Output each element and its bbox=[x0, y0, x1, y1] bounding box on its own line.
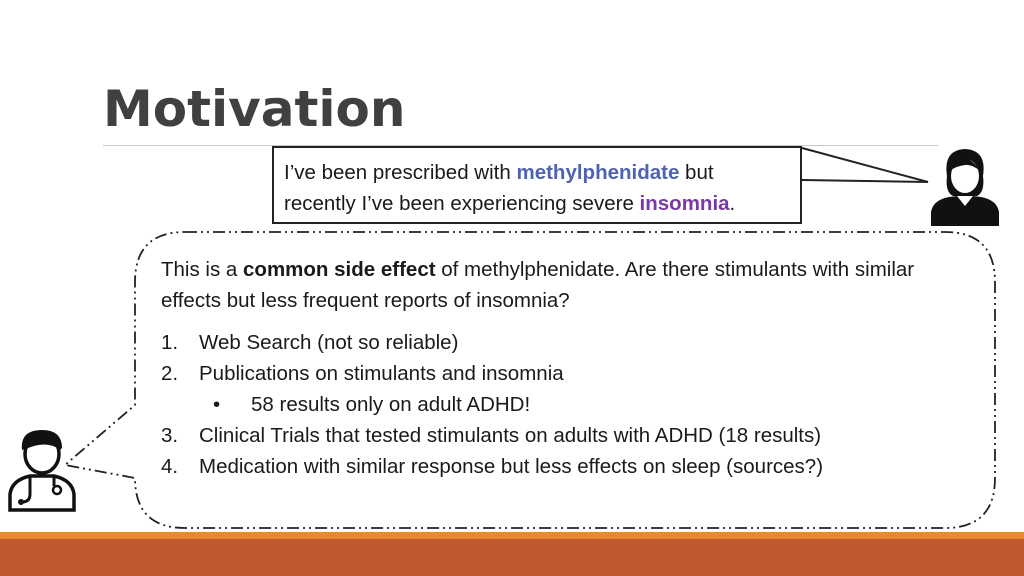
doctor-intro-text bbox=[161, 254, 961, 316]
intro-bold: common side effect bbox=[243, 258, 436, 281]
list-item bbox=[161, 451, 961, 482]
doctor-options-list bbox=[161, 327, 961, 482]
list-number: 3. bbox=[161, 424, 179, 447]
list-text: 58 results only on adult ADHD! bbox=[251, 393, 531, 416]
patient-text-2: but recently I’ve been experiencing severe bbox=[284, 161, 714, 215]
patient-speech-box bbox=[272, 146, 802, 224]
list-number: 1. bbox=[161, 331, 179, 354]
condition-highlight: insomnia bbox=[639, 192, 730, 215]
list-item bbox=[161, 420, 961, 451]
list-text: Clinical Trials that tested stimulants on adults with ADHD (18 results) bbox=[199, 424, 822, 447]
list-number: 4. bbox=[161, 455, 179, 478]
patient-text-3: . bbox=[729, 192, 736, 215]
slide-title: Motivation bbox=[103, 80, 406, 138]
bullet: • bbox=[213, 393, 221, 416]
list-item bbox=[161, 327, 961, 358]
list-item bbox=[161, 358, 961, 389]
list-number: 2. bbox=[161, 362, 179, 385]
list-subitem bbox=[161, 389, 961, 420]
intro-part-2: of methylphenidate. Are there stimulants with similar effects but less frequent reports of insomnia? bbox=[161, 258, 915, 312]
footer-accent-stripe bbox=[0, 532, 1024, 539]
list-text: Publications on stimulants and insomnia bbox=[199, 362, 564, 385]
woman-user-icon bbox=[925, 146, 1005, 228]
drug-highlight: methylphenidate bbox=[516, 161, 680, 184]
list-text: Web Search (not so reliable) bbox=[199, 331, 459, 354]
doctor-icon bbox=[4, 428, 80, 512]
footer-bar bbox=[0, 539, 1024, 576]
list-text: Medication with similar response but less effects on sleep (sources?) bbox=[199, 455, 824, 478]
intro-part-1: This is a bbox=[161, 258, 244, 281]
patient-callout-pointer bbox=[802, 148, 928, 182]
patient-text-1: I’ve been prescribed with bbox=[284, 161, 517, 184]
